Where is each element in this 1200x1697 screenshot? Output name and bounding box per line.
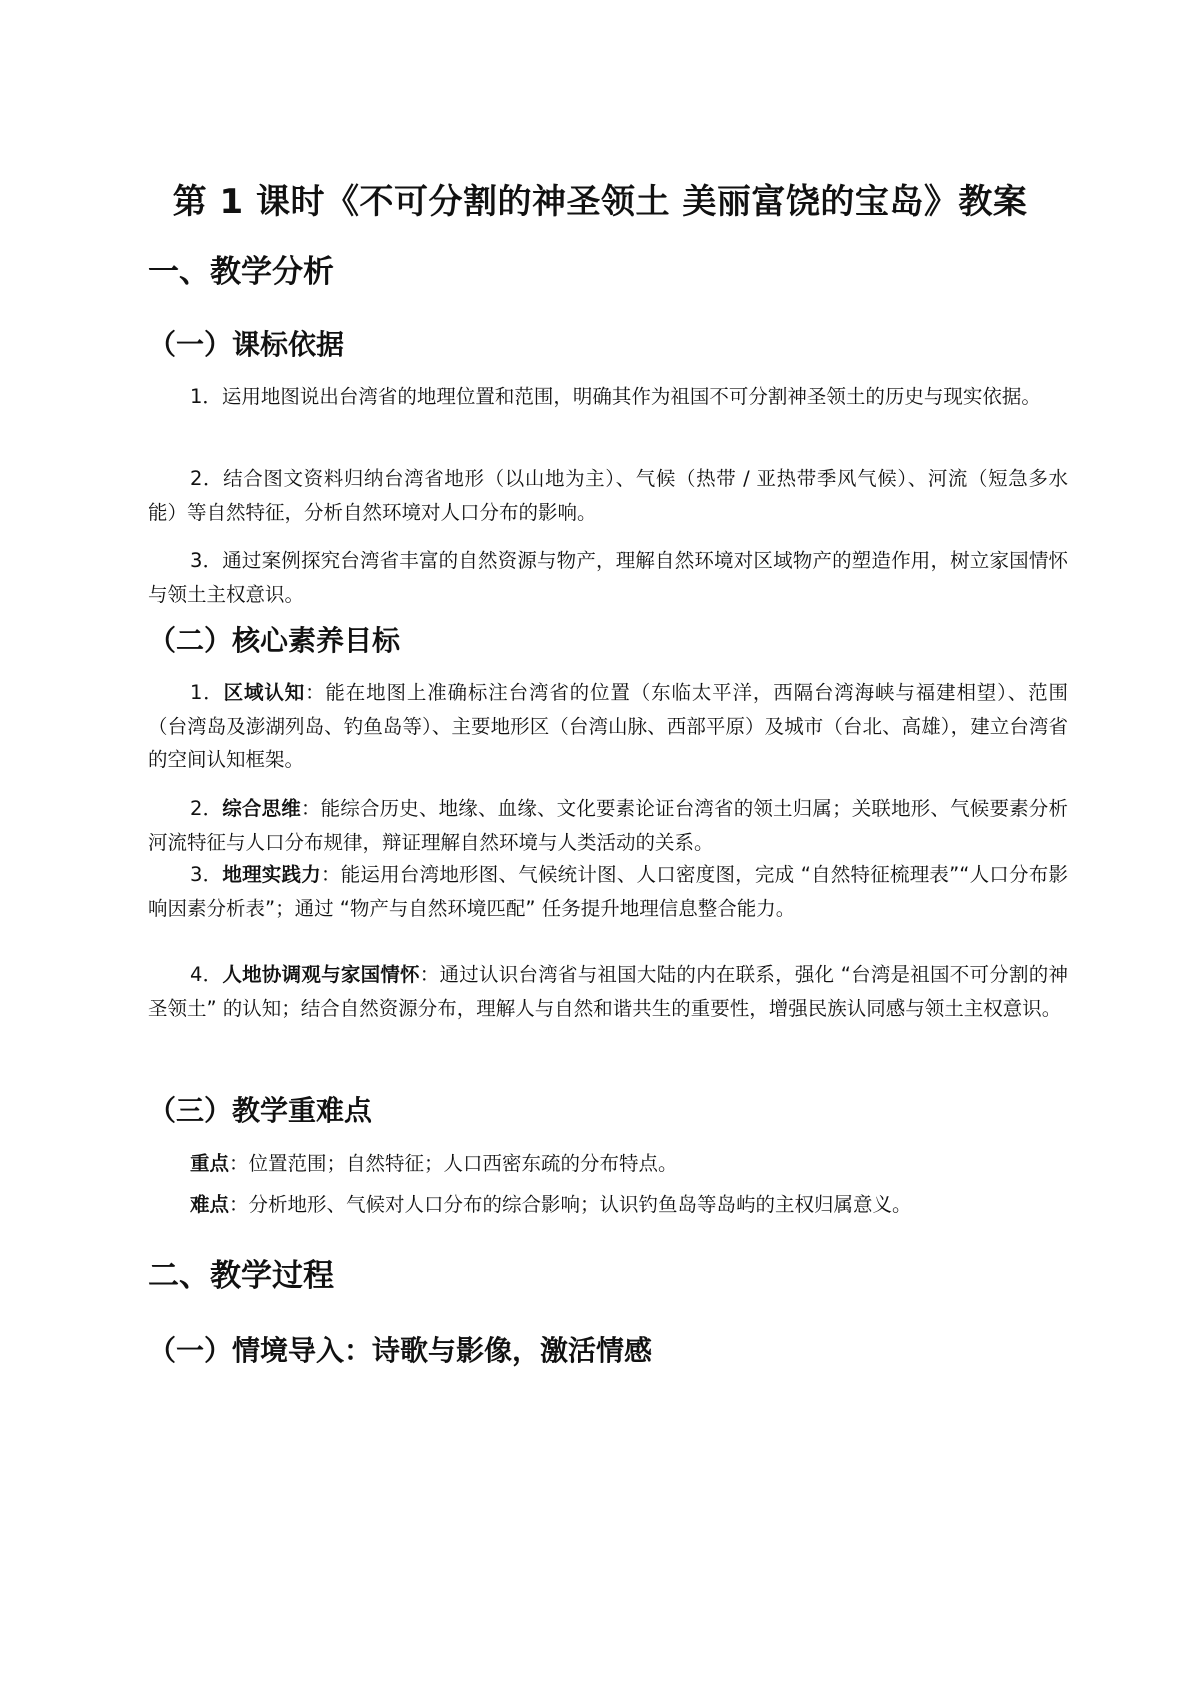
curriculum-item-1: 1．运用地图说出台湾省的地理位置和范围，明确其作为祖国不可分割神圣领土的历史与现实依据。 xyxy=(190,385,1041,408)
section-heading-process: 二、教学过程 xyxy=(148,1258,334,1294)
goal-label: 地理实践力 xyxy=(222,863,321,886)
goal-number: 2． xyxy=(190,797,223,820)
difficult-point-text: ：分析地形、气候对人口分布的综合影响；认识钓鱼岛等岛屿的主权归属意义。 xyxy=(229,1193,912,1216)
goal-text: ：能运用台湾地形图、气候统计图、人口密度图，完成 “自然特征梳理表”“人口分布影响因素分析表”；通过 “物产与自然环境匹配” 任务提升地理信息整合能力。 xyxy=(148,863,1068,920)
literacy-goal-3 xyxy=(148,858,1068,925)
subsection-heading-introduction: （一）情境导入：诗歌与影像，激活情感 xyxy=(148,1334,653,1367)
document-title: 第 1 课时《不可分割的神圣领土 美丽富饶的宝岛》教案 xyxy=(172,182,1028,222)
curriculum-item-2: 2．结合图文资料归纳台湾省地形（以山地为主）、气候（热带 / 亚热带季风气候）、河流（短急多水能）等自然特征，分析自然环境对人口分布的影响。 xyxy=(148,467,1068,524)
subsection-heading-literacy-goals: （二）核心素养目标 xyxy=(148,624,401,657)
goal-text: ：能在地图上准确标注台湾省的位置（东临太平洋，西隔台湾海峡与福建相望）、范围（台湾岛及澎湖列岛、钓鱼岛等）、主要地形区（台湾山脉、西部平原）及城市（台北、高雄），建立台湾省的空间认知框架。 xyxy=(148,681,1068,771)
difficult-point xyxy=(190,1188,1070,1221)
literacy-goal-1 xyxy=(148,676,1068,777)
goal-text: ：能综合历史、地缘、血缘、文化要素论证台湾省的领土归属；关联地形、气候要素分析河流特征与人口分布规律，辩证理解自然环境与人类活动的关系。 xyxy=(148,797,1068,854)
key-point-text: ：位置范围；自然特征；人口西密东疏的分布特点。 xyxy=(229,1152,678,1175)
difficult-point-label: 难点 xyxy=(190,1193,230,1216)
subsection-heading-curriculum: （一）课标依据 xyxy=(148,328,345,361)
subsection-heading-key-difficult: （三）教学重难点 xyxy=(148,1094,373,1127)
section-heading-analysis: 一、教学分析 xyxy=(148,254,334,290)
literacy-goal-4 xyxy=(148,958,1068,1025)
goal-number: 4． xyxy=(190,963,223,986)
goal-text: ：通过认识台湾省与祖国大陆的内在联系，强化 “台湾是祖国不可分割的神圣领土” 的认知；结合自然资源分布，理解人与自然和谐共生的重要性，增强民族认同感与领土主权意识。 xyxy=(148,963,1068,1020)
goal-label: 综合思维 xyxy=(222,797,301,820)
literacy-goal-2 xyxy=(148,792,1068,859)
goal-number: 3． xyxy=(190,863,223,886)
goal-label: 人地协调观与家国情怀 xyxy=(222,963,420,986)
goal-number: 1． xyxy=(190,681,224,704)
key-point xyxy=(190,1147,1070,1180)
goal-label: 区域认知 xyxy=(223,681,306,704)
curriculum-item-3: 3．通过案例探究台湾省丰富的自然资源与物产，理解自然环境对区域物产的塑造作用，树立家国情怀与领土主权意识。 xyxy=(148,549,1068,606)
key-point-label: 重点 xyxy=(190,1152,230,1175)
